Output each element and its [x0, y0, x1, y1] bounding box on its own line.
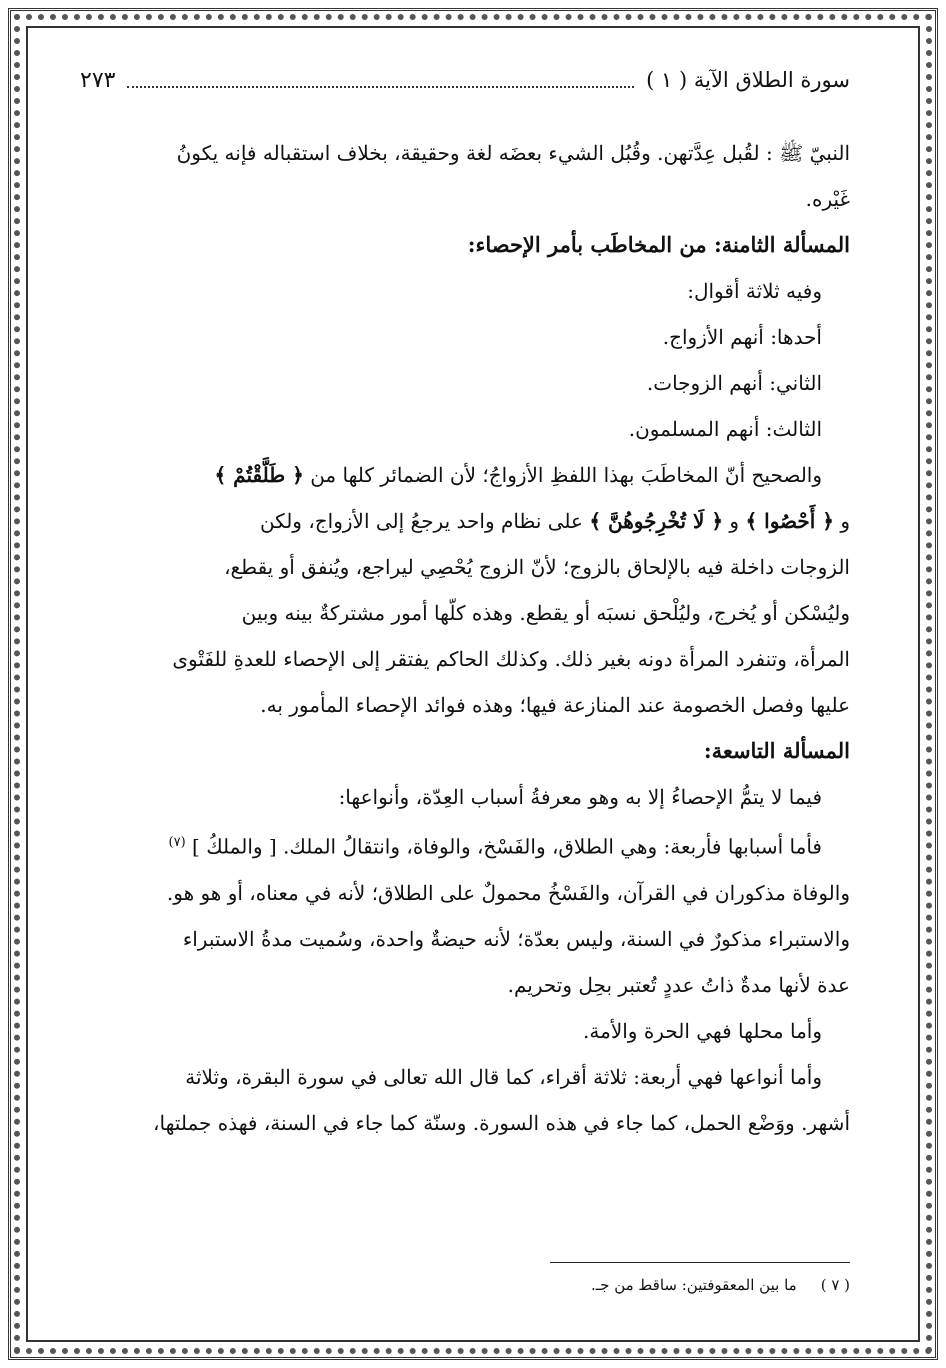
- text-line: أشهر. ووَضْع الحمل، كما جاء في هذه السورة. وسنّة كما جاء في السنة، فهذه جملتها،: [153, 1110, 850, 1135]
- section-heading-ninth: المسألة التاسعة:: [703, 738, 850, 763]
- text-line: وأما أنواعها فهي أربعة: ثلاثة أقراء، كما قال الله تعالى في سورة البقرة، وثلاثة: [185, 1064, 822, 1089]
- text-line: [80, 498, 850, 544]
- quran-quote: ﴿ طَلَّقْتُمْ ﴾: [214, 463, 304, 487]
- main-text: [80, 130, 850, 1146]
- header-title: سورة الطلاق الآية ( ١ ): [646, 68, 850, 92]
- footnote-separator: [550, 1262, 850, 1263]
- text-line: النبيّ ﷺ : لقُبل عِدَّتهن. وقُبُل الشيء بعضَه لغة وحقيقة، بخلاف استقباله فإنه يكونُ: [176, 141, 850, 165]
- text-line: [80, 820, 850, 870]
- running-header: [80, 60, 850, 100]
- quran-quote: ﴿ لَا تُخْرِجُوهُنَّ ﴾: [589, 509, 724, 533]
- text-line: عليها وفصل الخصومة عند المنازعة فيها؛ وهذه فوائد الإحصاء المأمور به.: [260, 693, 850, 717]
- text-line: وليُسْكن أو يُخرج، وليُلْحق نسبَه أو يقطع. وهذه كلّها أمور مشتركةٌ بينه وبين: [241, 601, 850, 625]
- text-line: وأما محلها فهي الحرة والأمة.: [583, 1018, 822, 1043]
- list-item: أحدها: أنهم الأزواج.: [662, 325, 822, 349]
- text-line: فيما لا يتمُّ الإحصاءُ إلا به وهو معرفةُ أسباب العِدّة، وأنواعها:: [338, 785, 822, 809]
- footnote-ref: (٧): [168, 835, 186, 850]
- text-segment: على نظام واحد يرجعُ إلى الأزواج، ولكن: [259, 509, 583, 533]
- list-item: الثاني: أنهم الزوجات.: [646, 371, 822, 395]
- text-line: الزوجات داخلة فيه بالإلحاق بالزوج؛ لأنّ الزوج يُحْصِي ليراجع، ويُنفق أو يقطع،: [224, 555, 850, 579]
- text-line: وفيه ثلاثة أقوال:: [687, 279, 822, 303]
- footnote-number: ( ٧ ): [820, 1276, 850, 1294]
- text-segment: فأما أسبابها فأربعة: وهي الطلاق، والفَسْخ، والوفاة، وانتقالُ الملك. [ والملكُ ]: [192, 834, 822, 859]
- text-segment: و: [840, 509, 850, 533]
- page-content: [80, 0, 850, 1368]
- quran-quote: ﴿ أَحْصُوا ﴾: [745, 509, 834, 533]
- footnote: [80, 1276, 850, 1294]
- text-line: المرأة، وتنفرد المرأة دونه بغير ذلك. وكذلك الحاكم يفتقر إلى الإحصاء للعدةِ للفَتْوى: [172, 647, 850, 671]
- list-item: الثالث: أنهم المسلمون.: [628, 417, 822, 441]
- page-number: ٢٧٣: [80, 67, 116, 93]
- text-segment: والصحيح أنّ المخاطَبَ بهذا اللفظِ الأزواجُ؛ لأن الضمائر كلها من: [310, 463, 822, 487]
- text-segment: و: [729, 509, 740, 533]
- footnote-text: ما بين المعقوفتين: ساقط من جـ.: [591, 1276, 797, 1294]
- text-line: عدة لأنها مدةٌ ذاتُ عددٍ تُعتبر بحِل وتحريم.: [507, 972, 850, 997]
- text-line: [80, 452, 850, 498]
- text-line: غَيْره.: [805, 187, 850, 211]
- text-line: والوفاة مذكوران في القرآن، والفَسْخُ محمولٌ على الطلاق؛ لأنه في معناه، أو هو هو.: [166, 880, 850, 905]
- text-line: والاستبراء مذكورٌ في السنة، وليس بعدّة؛ لأنه حيضةٌ واحدة، وسُميت مدةُ الاستبراء: [182, 926, 850, 951]
- section-heading-eighth: المسألة الثامنة: من المخاطَب بأمر الإحصاء:: [467, 232, 850, 257]
- header-leader-dots: [127, 72, 634, 88]
